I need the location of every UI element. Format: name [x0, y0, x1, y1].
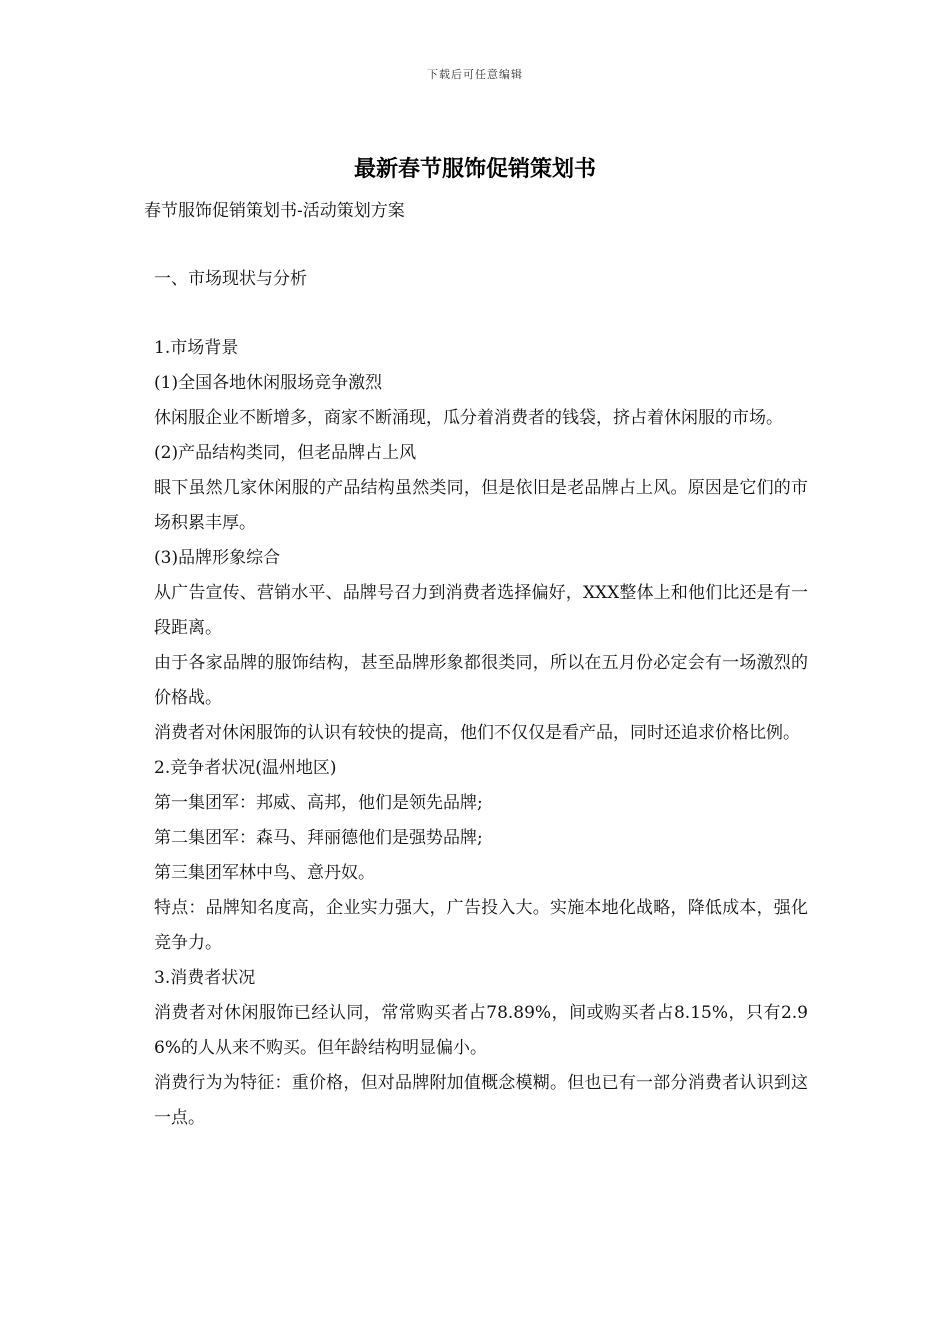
competitor-group-3: 第三集团军林中鸟、意丹奴。: [154, 863, 375, 883]
item-heading-product-structure: (2)产品结构类同，但老品牌占上风: [154, 443, 417, 463]
item-heading-brand-image: (3)品牌形象综合: [154, 548, 281, 568]
paragraph-brand-image-b: 由于各家品牌的服饰结构，甚至品牌形象都很类同，所以在五月份必定会有一场激烈的价格战。: [154, 653, 808, 708]
document-title: 最新春节服饰促销策划书: [353, 156, 596, 182]
document-body: [144, 194, 808, 1136]
paragraph-brand-image-a: 从广告宣传、营销水平、品牌号召力到消费者选择偏好，XXX整体上和他们比还是有一段距离。: [154, 583, 808, 638]
paragraph-consumers-a: 消费者对休闲服饰已经认同，常常购买者占78.89%，间或购买者占8.15%，只有2.96%的人从来不购买。但年龄结构明显偏小。: [154, 1003, 808, 1058]
paragraph-product-structure: 眼下虽然几家休闲服的产品结构虽然类同，但是依旧是老品牌占上风。原因是它们的市场积累丰厚。: [154, 478, 808, 533]
paragraph-brand-image-c: 消费者对休闲服饰的认识有较快的提高，他们不仅仅是看产品，同时还追求价格比例。: [154, 723, 800, 743]
section-heading-market-analysis: 一、市场现状与分析: [154, 269, 307, 289]
page-header-note: 下载后可任意编辑: [427, 68, 523, 81]
subsection-heading-consumers: 3.消费者状况: [154, 968, 256, 988]
subsection-heading-competitors: 2.竞争者状况(温州地区): [154, 758, 337, 778]
item-heading-competition: (1)全国各地休闲服场竞争激烈: [154, 373, 383, 393]
document-subtitle: 春节服饰促销策划书-活动策划方案: [144, 201, 405, 221]
competitor-group-2: 第二集团军：森马、拜丽德他们是强势品牌;: [154, 828, 483, 848]
paragraph-competition: 休闲服企业不断增多，商家不断涌现，瓜分着消费者的钱袋，挤占着休闲服的市场。: [154, 408, 783, 428]
subsection-heading-market-background: 1.市场背景: [154, 338, 239, 358]
paragraph-competitor-features: 特点：品牌知名度高，企业实力强大，广告投入大。实施本地化战略，降低成本，强化竞争力。: [154, 898, 808, 953]
paragraph-consumers-b: 消费行为为特征：重价格，但对品牌附加值概念模糊。但也已有一部分消费者认识到这一点。: [154, 1073, 808, 1128]
competitor-group-1: 第一集团军：邦威、高邦，他们是领先品牌;: [154, 793, 483, 813]
